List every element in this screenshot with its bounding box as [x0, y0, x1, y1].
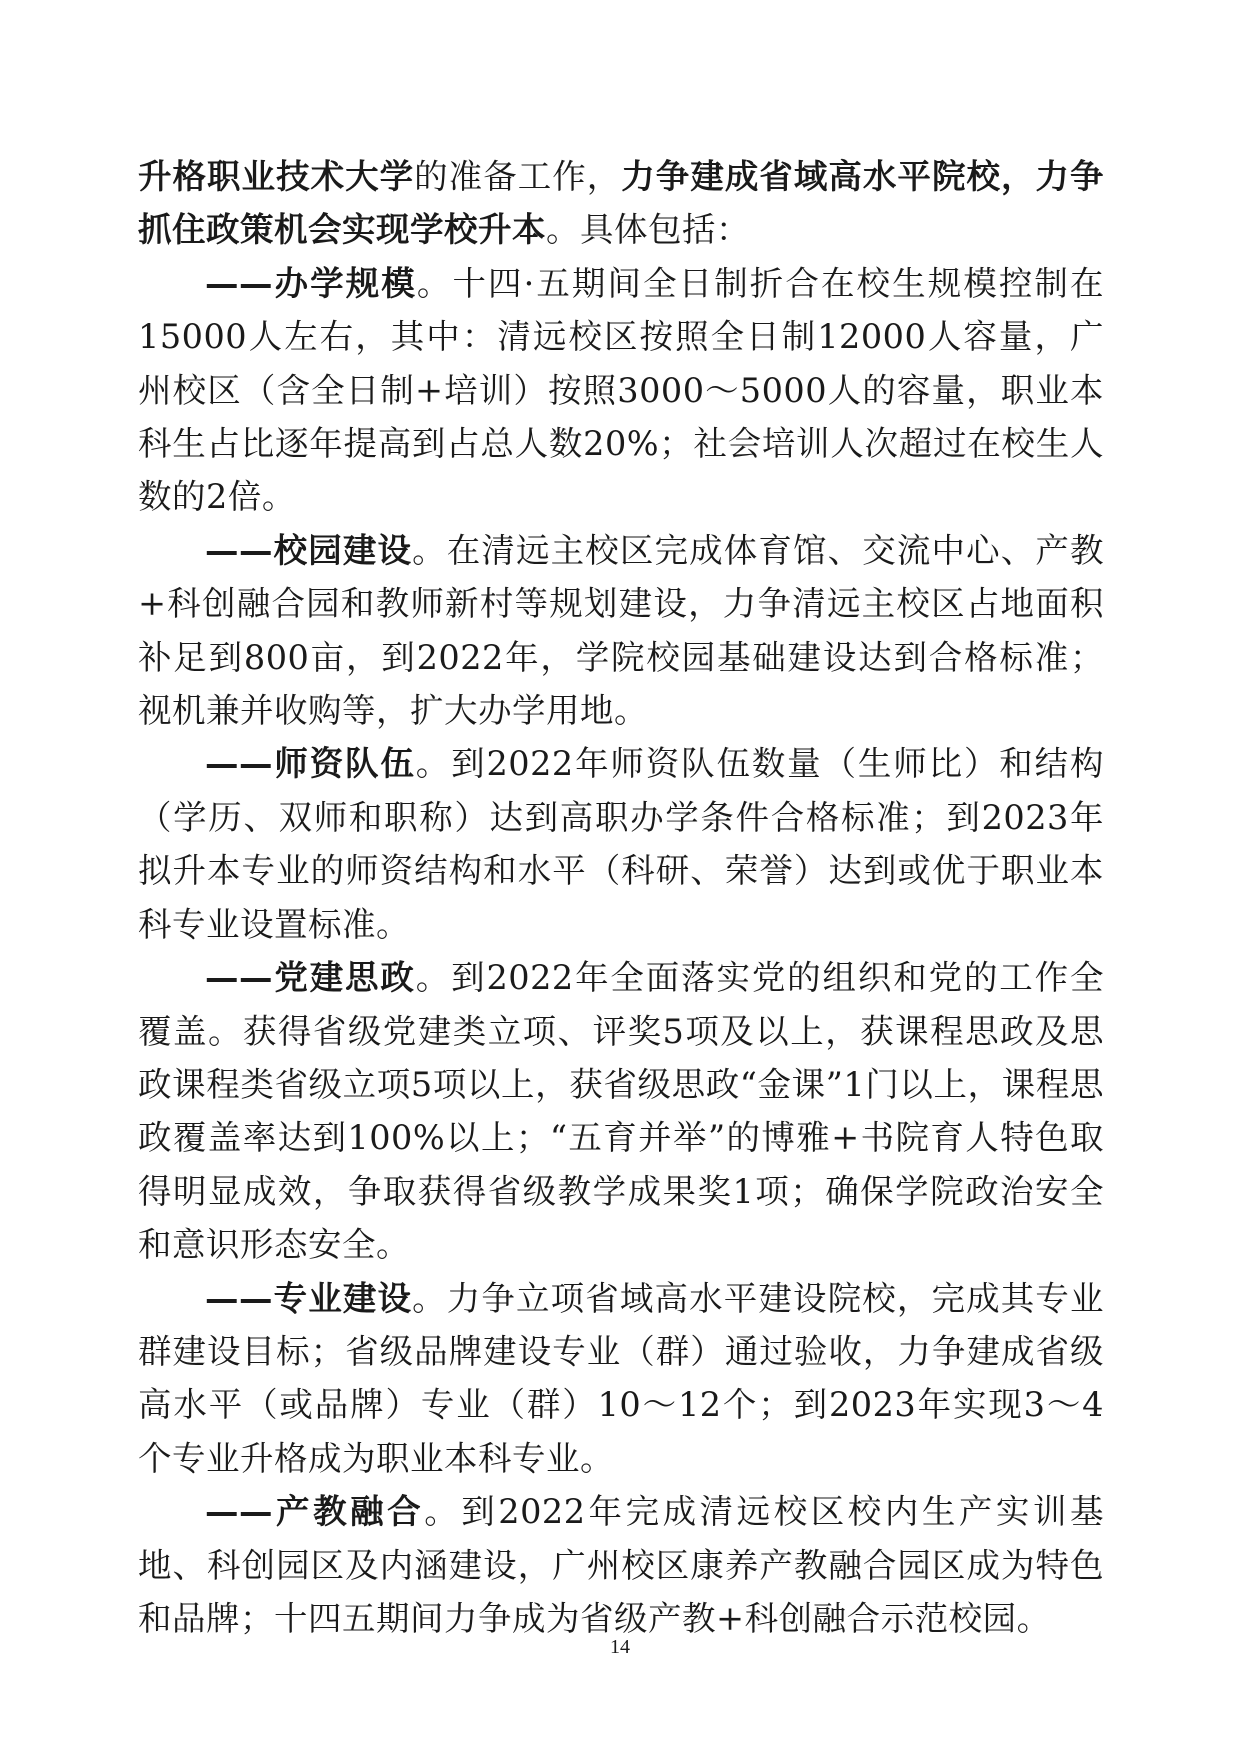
intro-text-2: 。具体包括： — [546, 210, 750, 250]
item-title: ——校园建设 — [205, 530, 413, 570]
item-paragraph-major — [138, 1272, 1104, 1486]
intro-text-1: 的准备工作， — [414, 157, 622, 196]
intro-bold-1: 升格职业技术大学 — [138, 157, 415, 196]
intro-bold-2: 力争建成省域高水平院校，力争抓住政策机会实现学校升本 — [138, 157, 1105, 250]
item-title: ——师资队伍 — [205, 744, 416, 784]
item-text: 。到2022年全面落实党的组织和党的工作全覆盖。获得省级党建类立项、评奖5项及以上，获课程思政及思政课程类省级立项5项以上，获省级思政“金课”1门以上，课程思政覆盖率达到100%以上；“五育并举”的博雅+书院育人特色取得明显成效，争取获得省级教学成果奖1项；确保学院政治安全和意识形态安全。 — [138, 958, 1104, 1265]
item-text: 。力争立项省域高水平建设院校，完成其专业群建设目标；省级品牌建设专业（群）通过验收，力争建成省级高水平（或品牌）专业（群）10～12个；到2023年实现3～4个专业升格成为职业本科专业。 — [138, 1278, 1104, 1478]
item-paragraph-scale — [138, 257, 1104, 524]
item-paragraph-party — [138, 951, 1104, 1271]
item-text: 。到2022年师资队伍数量（生师比）和结构（学历、双师和职称）达到高职办学条件合格标准；到2023年拟升本专业的师资结构和水平（科研、荣誉）达到或优于职业本科专业设置标准。 — [138, 744, 1104, 944]
item-paragraph-industry — [138, 1485, 1104, 1645]
item-paragraph-faculty — [138, 737, 1104, 951]
document-body — [138, 150, 1104, 1645]
item-title: ——产教融合 — [205, 1492, 425, 1532]
item-title: ——专业建设 — [205, 1278, 413, 1318]
item-paragraph-campus — [138, 524, 1104, 738]
item-text: 。十四·五期间全日制折合在校生规模控制在15000人左右，其中：清远校区按照全日制12000人容量，广州校区（含全日制+培训）按照3000～5000人的容量，职业本科生占比逐年提高到占总人数20%；社会培训人次超过在校生人数的2倍。 — [138, 263, 1104, 517]
item-text: 。到2022年完成清远校区校内生产实训基地、科创园区及内涵建设，广州校区康养产教融合园区成为特色和品牌；十四五期间力争成为省级产教+科创融合示范校园。 — [138, 1492, 1105, 1638]
item-text: 。在清远主校区完成体育馆、交流中心、产教+科创融合园和教师新村等规划建设，力争清远主校区占地面积补足到800亩，到2022年，学院校园基础建设达到合格标准；视机兼并收购等，扩大办学用地。 — [138, 530, 1104, 731]
intro-paragraph — [138, 150, 1104, 257]
item-title: ——办学规模 — [205, 263, 417, 303]
item-title: ——党建思政 — [205, 958, 416, 998]
page-number: 14 — [610, 1636, 630, 1658]
